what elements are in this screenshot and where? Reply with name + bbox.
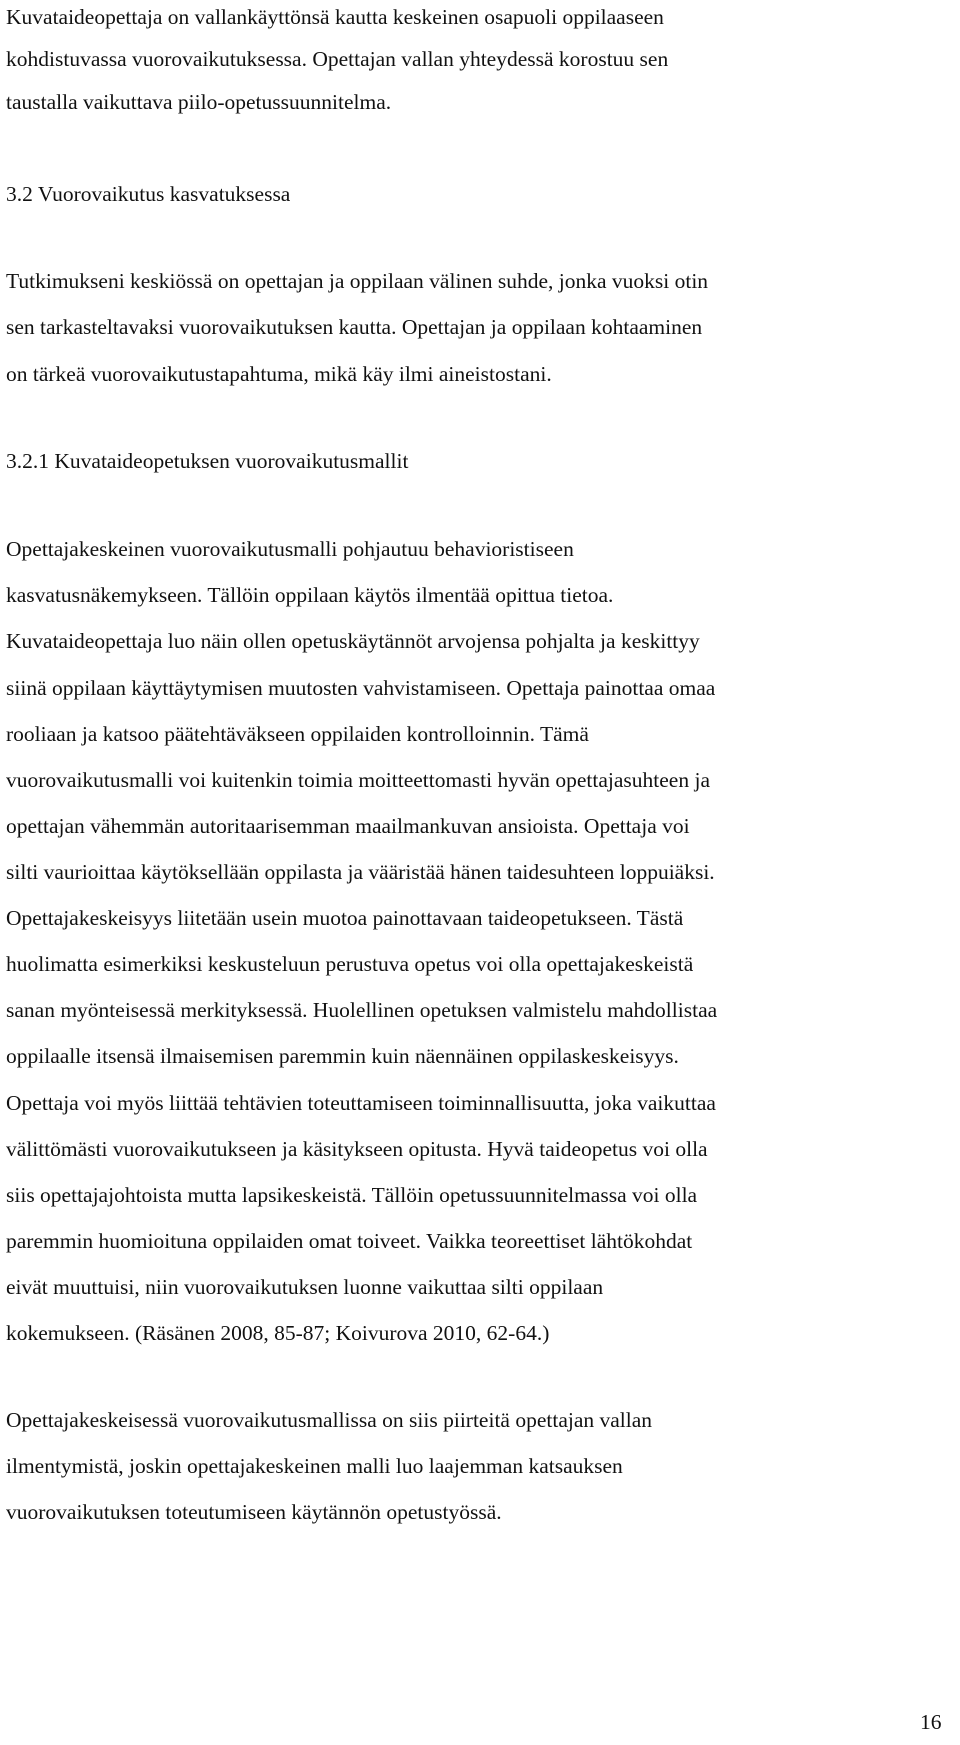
- text-line: vuorovaikutusmalli voi kuitenkin toimia moitteettomasti hyvän opettajasuhteen ja: [6, 768, 710, 792]
- text-line: opettajan vähemmän autoritaarisemman maailmankuvan ansioista. Opettaja voi: [6, 814, 690, 838]
- text-line: kokemukseen. (Räsänen 2008, 85-87; Koivurova 2010, 62-64.): [6, 1321, 550, 1345]
- text-line: Opettaja voi myös liittää tehtävien toteuttamiseen toiminnallisuutta, joka vaikuttaa: [6, 1091, 716, 1115]
- text-line: vuorovaikutuksen toteutumiseen käytännön opetustyössä.: [6, 1500, 502, 1524]
- text-line: oppilaalle itsensä ilmaisemisen paremmin kuin näennäinen oppilaskeskeisyys.: [6, 1044, 679, 1068]
- text-line: ilmentymistä, joskin opettajakeskeinen malli luo laajemman katsauksen: [6, 1454, 623, 1478]
- text-line: sanan myönteisessä merkityksessä. Huolellinen opetuksen valmistelu mahdollistaa: [6, 998, 718, 1022]
- text-line: Opettajakeskeisessä vuorovaikutusmallissa on siis piirteitä opettajan vallan: [6, 1408, 653, 1432]
- subsection-heading: 3.2.1 Kuvataideopetuksen vuorovaikutusmallit: [6, 449, 409, 473]
- text-line: paremmin huomioituna oppilaiden omat toiveet. Vaikka teoreettiset lähtökohdat: [6, 1229, 693, 1253]
- text-line: rooliaan ja katsoo päätehtäväkseen oppilaiden kontrolloinnin. Tämä: [6, 722, 589, 746]
- text-line: Kuvataideopettaja on vallankäyttönsä kautta keskeinen osapuoli oppilaaseen: [6, 5, 664, 29]
- text-line: kohdistuvassa vuorovaikutuksessa. Opettajan vallan yhteydessä korostuu sen: [6, 47, 669, 71]
- text-line: taustalla vaikuttava piilo-opetussuunnitelma.: [6, 90, 392, 114]
- text-line: Tutkimukseni keskiössä on opettajan ja oppilaan välinen suhde, jonka vuoksi otin: [6, 269, 709, 293]
- text-line: Opettajakeskeisyys liitetään usein muotoa painottavaan taideopetukseen. Tästä: [6, 906, 684, 930]
- text-line: eivät muuttuisi, niin vuorovaikutuksen luonne vaikuttaa silti oppilaan: [6, 1275, 604, 1299]
- text-line: huolimatta esimerkiksi keskusteluun perustuva opetus voi olla opettajakeskeistä: [6, 952, 694, 976]
- text-line: kasvatusnäkemykseen. Tällöin oppilaan käytös ilmentää opittua tietoa.: [6, 583, 614, 607]
- text-line: välittömästi vuorovaikutukseen ja käsitykseen opitusta. Hyvä taideopetus voi olla: [6, 1137, 708, 1161]
- text-line: sen tarkasteltavaksi vuorovaikutuksen kautta. Opettajan ja oppilaan kohtaaminen: [6, 315, 703, 339]
- text-line: silti vaurioittaa käytöksellään oppilasta ja vääristää hänen taidesuhteen loppuiäksi.: [6, 860, 715, 884]
- text-line: siinä oppilaan käyttäytymisen muutosten vahvistamiseen. Opettaja painottaa omaa: [6, 676, 716, 700]
- text-line: siis opettajajohtoista mutta lapsikeskeistä. Tällöin opetussuunnitelmassa voi olla: [6, 1183, 698, 1207]
- text-line: Opettajakeskeinen vuorovaikutusmalli pohjautuu behavioristiseen: [6, 537, 574, 561]
- text-line: on tärkeä vuorovaikutustapahtuma, mikä käy ilmi aineistostani.: [6, 362, 552, 386]
- text-line: Kuvataideopettaja luo näin ollen opetuskäytännöt arvojensa pohjalta ja keskittyy: [6, 629, 700, 653]
- page-number: 16: [920, 1710, 942, 1734]
- section-heading: 3.2 Vuorovaikutus kasvatuksessa: [6, 182, 291, 206]
